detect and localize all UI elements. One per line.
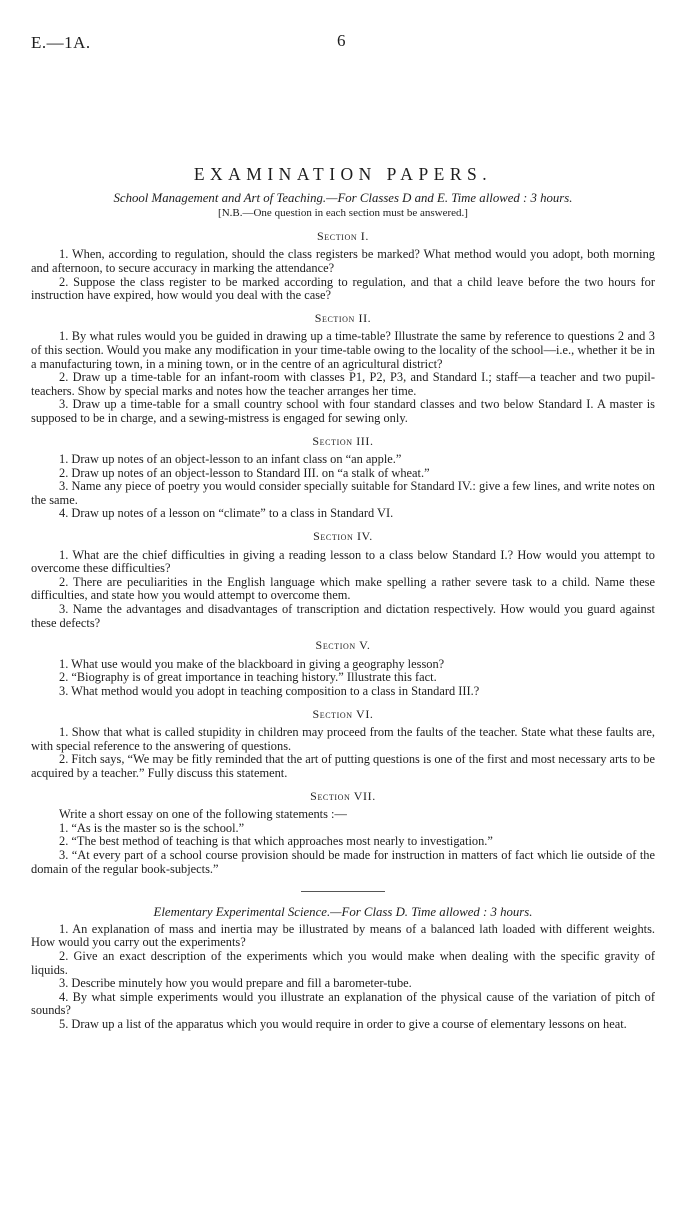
question: 3. Name any piece of poetry you would consider specially suitable for Standard IV.: give a few lines, and write notes on the same. bbox=[31, 479, 655, 507]
question: 3. Name the advantages and disadvantages of transcription and dictation respectively. How would you guard against these defects? bbox=[31, 602, 655, 630]
question: 3. What method would you adopt in teaching composition to a class in Standard III.? bbox=[59, 684, 480, 698]
question: 1. Show that what is called stupidity in children may proceed from the faults of the teacher. State what these faults are, with special reference to the answering of questions. bbox=[31, 725, 655, 753]
section-heading: Section V. bbox=[315, 638, 371, 653]
section-heading: Section IV. bbox=[313, 529, 373, 544]
divider-rule bbox=[301, 891, 385, 892]
question: 1. “As is the master so is the school.” bbox=[59, 820, 245, 835]
question: 2. Draw up notes of an object-lesson to Standard III. on “a stalk of wheat.” bbox=[59, 465, 430, 480]
section-heading: Section III. bbox=[312, 433, 374, 448]
question: 2. Give an exact description of the experiments which you would make when dealing with the specific gravity of liquids. bbox=[31, 948, 655, 977]
question: 1. An explanation of mass and inertia may be illustrated by means of a balanced lath loaded with different weights. How would you carry out the experiments? bbox=[31, 921, 655, 950]
question: 2. “Biography is of great importance in teaching history.” Illustrate this fact. bbox=[59, 670, 437, 685]
question: 1. By what rules would you be guided in drawing up a time-table? Illustrate the same by reference to questions 2 and 3 of this section. Would you make any modification in your time-table owing to the locality of the school—i.e., whether it be in a manufacturing town, in a mining town, or in the centre of an agricultural district? bbox=[31, 329, 655, 371]
paper-subtitle: School Management and Art of Teaching.—For Classes D and E. Time allowed : 3 hours. bbox=[113, 190, 573, 205]
question: 1. What are the chief difficulties in giving a reading lesson to a class below Standard I.? How would you attempt to overcome these difficulties? bbox=[31, 547, 655, 576]
question: 2. Draw up a time-table for an infant-room with classes P1, P2, P3, and Standard I.; staff—a teacher and two pupil-teachers. Show by special marks and notes how the teacher arranges her time. bbox=[31, 370, 655, 398]
section-heading: Section II. bbox=[314, 310, 372, 325]
section-heading: Section I. bbox=[317, 228, 369, 243]
paper2-questions bbox=[31, 923, 655, 1032]
question: 2. There are peculiarities in the English language which make spelling a rather severe task to a child. Name these difficulties, and state how you would attempt to overcome them. bbox=[31, 574, 655, 603]
page-number: 6 bbox=[337, 31, 346, 50]
question: 3. Draw up a time-table for a small country school with four standard classes and two below Standard I. A master is supposed to be in charge, and a sewing-mistress is engaged for sewing only. bbox=[31, 397, 655, 425]
question: 5. Draw up a list of the apparatus which you would require in order to give a course of elementary lessons on heat. bbox=[59, 1016, 627, 1031]
document-reference: E.—1A. bbox=[31, 33, 91, 52]
section-intro: Write a short essay on one of the following statements :— bbox=[59, 807, 347, 822]
document-body bbox=[31, 164, 655, 1031]
question: 4. Draw up notes of a lesson on “climate” to a class in Standard VI. bbox=[59, 506, 394, 521]
question: 1. When, according to regulation, should the class registers be marked? What method would you adopt, both morning and afternoon, to secure accuracy in marking the attendance? bbox=[31, 247, 655, 275]
question: 2. “The best method of teaching is that which approaches most nearly to investigation.” bbox=[59, 834, 493, 849]
instruction-note: [N.B.—One question in each section must be answered.] bbox=[218, 207, 468, 220]
section-heading: Section VII. bbox=[310, 788, 376, 803]
question: 4. By what simple experiments would you illustrate an explanation of the physical cause of the variation of pitch of sounds? bbox=[31, 989, 655, 1018]
question: 2. Suppose the class register to be marked according to regulation, and that a child leave before the two hours for instruction have expired, how would you deal with the case? bbox=[31, 274, 655, 303]
question: 1. What use would you make of the blackboard in giving a geography lesson? bbox=[59, 656, 445, 671]
question: 3. “At every part of a school course provision should be made for instruction in matters of fact which lie outside of the domain of the regular book-subjects.” bbox=[31, 847, 655, 876]
section-heading: Section VI. bbox=[312, 706, 374, 721]
question: 1. Draw up notes of an object-lesson to an infant class on “an apple.” bbox=[59, 452, 402, 467]
question: 3. Describe minutely how you would prepare and fill a barometer-tube. bbox=[59, 976, 412, 991]
sections-container bbox=[31, 230, 655, 876]
page-title: EXAMINATION PAPERS. bbox=[193, 164, 493, 184]
question: 2. Fitch says, “We may be fitly reminded that the art of putting questions is one of the first and most necessary arts to be acquired by a teacher.” Fully discuss this statement. bbox=[31, 752, 655, 780]
paper-subtitle-2: Elementary Experimental Science.—For Class D. Time allowed : 3 hours. bbox=[153, 905, 533, 920]
